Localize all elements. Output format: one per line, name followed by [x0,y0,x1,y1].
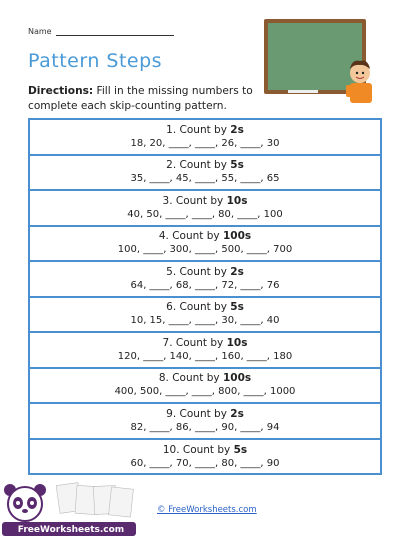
pattern-heading: 2. Count by 5s [166,159,244,172]
pattern-sequence[interactable]: 60, ____, 70, ____, 80, ____, 90 [130,458,280,470]
pattern-item-7 [30,333,380,369]
pattern-item-2 [30,156,380,192]
pattern-sequence[interactable]: 64, ____, 68, ____, 72, ____, 76 [130,279,280,291]
pattern-item-9 [30,404,380,440]
pattern-heading: 3. Count by 10s [162,194,248,207]
directions [28,84,268,114]
pattern-heading: 10. Count by 5s [162,444,248,457]
logo-text: FreeWorksheets.com [17,525,125,535]
pattern-heading: 8. Count by 100s [158,372,252,385]
pattern-heading: 5. Count by 2s [166,265,244,278]
pattern-item-5 [30,262,380,298]
chalkboard-teacher-illustration [264,19,378,103]
pattern-item-3 [30,191,380,227]
pattern-sequence[interactable]: 100, ____, 300, ____, 500, ____, 700 [117,244,293,256]
pattern-sequence[interactable]: 120, ____, 140, ____, 160, ____, 180 [117,350,293,362]
pattern-sequence[interactable]: 10, 15, ____, ____, 30, ____, 40 [130,315,280,327]
pattern-sequence[interactable]: 18, 20, ____, ____, 26, ____, 30 [130,137,280,149]
pattern-heading: 7. Count by 10s [162,336,248,349]
page-title: Pattern Steps [28,50,163,72]
pattern-heading: 6. Count by 5s [166,301,244,314]
name-label: Name [28,27,52,36]
pattern-sequence[interactable]: 82, ____, 86, ____, 90, ____, 94 [130,421,280,433]
pattern-item-6 [30,298,380,334]
pattern-heading: 9. Count by 2s [166,407,244,420]
pattern-sequence[interactable]: 400, 500, ____, ____, 800, ____, 1000 [114,386,296,398]
pattern-heading: 1. Count by 2s [166,123,244,136]
pattern-item-8 [30,369,380,405]
directions-label: Directions: [28,85,94,97]
pattern-heading: 4. Count by 100s [158,230,252,243]
directions-text: Fill in the missing numbers to complete each skip-counting pattern. [28,85,253,112]
pattern-sequence[interactable]: 35, ____, 45, ____, 55, ____, 65 [130,173,280,185]
pattern-item-10 [30,440,380,476]
name-line[interactable] [56,27,174,36]
name-field-row [28,27,174,36]
pattern-item-1 [30,120,380,156]
pattern-sequence[interactable]: 40, 50, ____, ____, 80, ____, 100 [127,208,283,220]
pattern-item-4 [30,227,380,263]
footer-link[interactable]: © FreeWorksheets.com [157,505,257,515]
pattern-list [28,118,382,475]
